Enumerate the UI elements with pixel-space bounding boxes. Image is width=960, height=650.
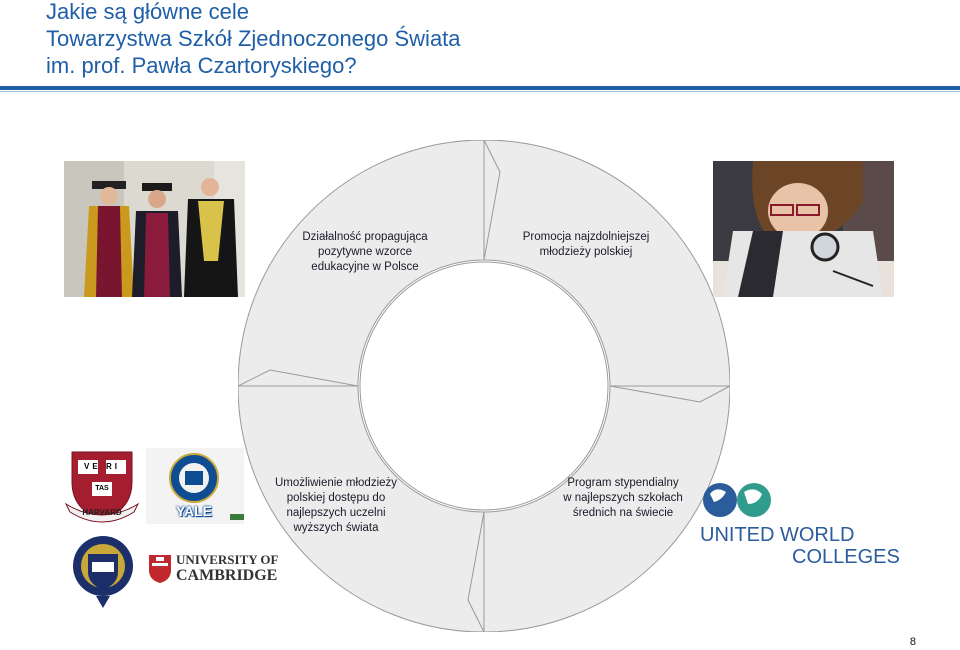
cycle-center: [360, 262, 608, 510]
title-line-2: Towarzystwa Szkół Zjednoczonego Świata: [46, 26, 461, 51]
cambridge-logo: [148, 552, 288, 586]
harvard-book-mid: TAS: [95, 485, 109, 492]
caption-top-left: Działalność propagująca pozytywne wzorce edukacyjne w Polsce: [302, 231, 428, 273]
slide-title: [46, 0, 461, 79]
oxford-logo: [70, 532, 136, 610]
title-line-1: Jakie są główne cele: [46, 0, 250, 24]
uwc-logo: [700, 480, 910, 572]
harvard-banner-text: HARVARD: [82, 508, 122, 517]
yale-logo: [146, 448, 244, 524]
title-divider: [0, 86, 960, 90]
page-number: 8: [909, 636, 916, 648]
harvard-logo: [62, 448, 142, 524]
student-photo: [713, 161, 894, 297]
title-divider-light: [0, 91, 960, 92]
cambridge-line-1: UNIVERSITY OF: [176, 552, 279, 567]
harvard-book-left: VE RI: [84, 462, 120, 471]
uwc-line-1: UNITED WORLD: [700, 524, 855, 546]
cambridge-line-2: CAMBRIDGE: [176, 567, 278, 584]
graduation-photo: [64, 161, 245, 297]
yale-text: YALE: [175, 503, 213, 519]
uwc-line-2: COLLEGES: [792, 546, 900, 568]
caption-top-right: Promocja najzdolniejszej młodzieży polskiej: [522, 231, 650, 258]
title-line-3: im. prof. Pawła Czartoryskiego?: [46, 53, 357, 78]
caption-bottom-right: Program stypendialny w najlepszych szkołach średnich na świecie: [563, 477, 683, 519]
cycle-diagram: [238, 140, 730, 632]
caption-bottom-left: Umożliwienie młodzieży polskiej dostępu do najlepszych uczelni wyższych świata: [274, 477, 398, 534]
